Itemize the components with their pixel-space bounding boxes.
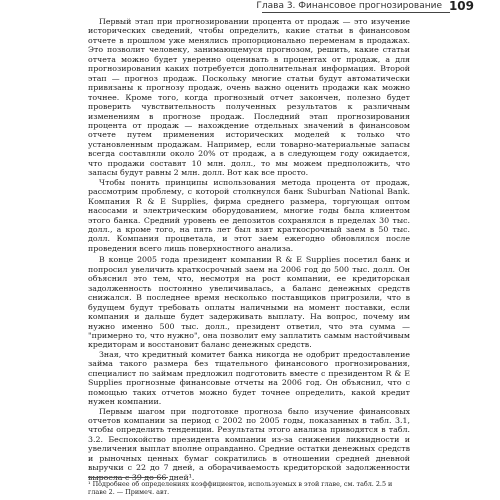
- running-header: [0, 0, 500, 15]
- header-rule: [262, 12, 450, 13]
- body-text: [88, 17, 410, 482]
- paragraph: Зная, что кредитный комитет банка никогда не одобрит предоставление займа такого размера без тщательного финансового прогнозирования, специалист по займам предложил подготовить вместе с президентом R & E Supplies прогнозные финансовые отчеты на 2006 год. Он объяснил, что с помощью таких отчетов можно будет точнее определить, какой кредит нужен компании.: [88, 349, 410, 407]
- paragraph: Первым шагом при подготовке прогноза было изучение финансовых отчетов компании за период с 2002 по 2005 годы, показанных в табл. 3.1, чтобы определить тенденции. Результаты этого анализа приводятся в табл. 3.2. Беспокойство президента компании из-за снижения ликвидности и увеличения выплат вполне оправданно. Средние остатки денежных средств и рыночных ценных бумаг сократились в отношении средней дневной выручки с 22 до 7 дней, а оборачиваемость кредиторской задолженности выросла с 39 до 66 дней¹.: [88, 406, 410, 482]
- footnote: ¹ Подробнее об определениях коэффициентов, используемых в этой главе, см. табл. 2.5 и главе 2. — Примеч. авт.: [88, 480, 393, 497]
- footnotes: [88, 477, 410, 496]
- chapter-title: Глава 3. Финансовое прогнозирование: [256, 1, 442, 11]
- paragraph: Чтобы понять принципы использования метода процента от продаж, рассмотрим проблему, с которой столкнулся банк Suburban National Bank. Компания R & E Supplies, фирма среднего размера, торгующая оптом насосами и электрическим оборудованием, многие годы была клиентом этого банка. Средний уровень ее депозитов сохранялся в пределах 30 тыс. долл., а кроме того, на пять лет был взят краткосрочный заем в 50 тыс. долл. Компания процветала, и этот заем ежегодно обновлялся после проведения всего лишь поверхностного анализа.: [88, 177, 410, 253]
- paragraph: В конце 2005 года президент компании R & E Supplies посетил банк и попросил увеличить краткосрочный заем на 2006 год до 500 тыс. долл. Он объяснил это тем, что, несмотря на рост компании, ее кредиторская задолженность постоянно увеличивалась, а баланс денежных средств снижался. В последнее время несколько поставщиков пригрозили, что в будущем будут требовать оплаты наличными на момент поставки, если компания и дальше будет задерживать выплату. На вопрос, почему им нужно именно 500 тыс. долл., президент ответил, что эта сумма — "примерно то, что нужно", она позволит ему заплатить самым настойчивым кредиторам и восстановит баланс денежных средств.: [88, 255, 410, 350]
- page-number: 109: [448, 0, 474, 13]
- paragraph: Первый этап при прогнозировании процента от продаж — это изучение исторических сведений, чтобы определить, какие статьи в финансовом отчете в прошлом уже менялись пропорционально переменам в продажах. Это позволит человеку, занимающемуся прогнозом, решить, какие статьи отчета можно будет уверенно оценивать в процентах от продаж, а для прогнозирования каких потребуется дополнительная информация. Второй этап — прогноз продаж. Поскольку многие статьи будут автоматически привязаны к прогнозу продаж, очень важно оценить продажи как можно точнее. Кроме того, когда прогнозный отчет закончен, полезно будет проверить чувствительность полученных результатов к различным изменениям в прогнозе продаж. Последний этап прогнозирования процента от продаж — нахождение отдельных значений в финансовом отчете путем применения исторических моделей к только что установленным продажам. Например, если товарно-материальные запасы всегда составляли около 20% от продаж, а в следующем году ожидается, что продажи составят 10 млн. долл., то мы можем предположить, что запасы будут равны 2 млн. долл. Вот как все просто.: [88, 17, 410, 178]
- footnote-rule: [88, 477, 168, 478]
